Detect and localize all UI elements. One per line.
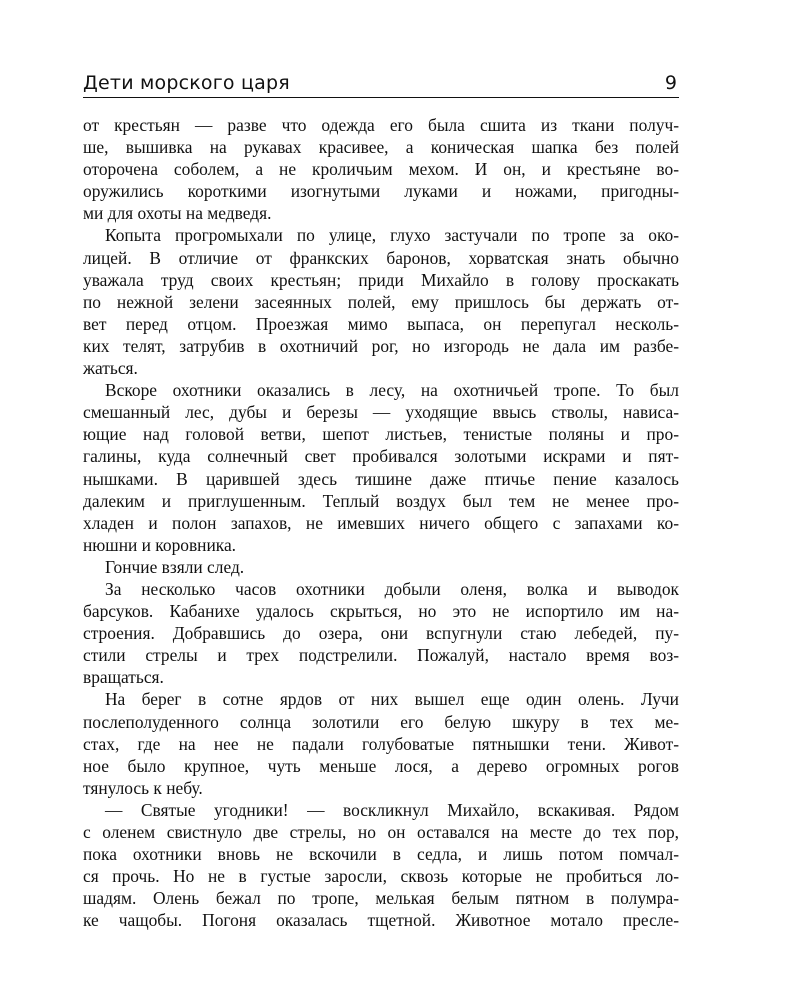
paragraph	[83, 799, 679, 932]
paragraph	[83, 379, 679, 556]
paragraph	[83, 224, 679, 379]
page-number: 9	[664, 72, 677, 94]
text-line: хладен и полон запахов, не имевших ничего общего с запахами ко-	[83, 512, 679, 533]
text-line: стах, где на нее не падали голубоватые пятнышки тени. Живот-	[83, 733, 679, 754]
text-line: шадям. Олень бежал по тропе, мелькая белым пятном в полумра-	[83, 888, 679, 909]
text-line: ющие над головой ветви, шепот листьев, тенистые поляны и про-	[83, 424, 679, 445]
text-line: вет перед отцом. Проезжая мимо выпаса, он перепугал несколь-	[83, 313, 679, 334]
text-line: Копыта прогромыхали по улице, глухо застучали по тропе за око-	[105, 225, 679, 246]
text-line: послеполуденного солнца золотили его белую шкуру в тех ме-	[83, 711, 679, 732]
text-line: оторочена соболем, а не кроличьим мехом. И он, и крестьяне во-	[83, 159, 679, 180]
page-header	[83, 66, 679, 98]
text-line: оружились короткими изогнутыми луками и ножами, пригодны-	[83, 181, 679, 202]
text-line: галины, куда солнечный свет пробивался золотыми искрами и пят-	[83, 446, 679, 467]
paragraph	[83, 688, 679, 798]
text-line: смешанный лес, дубы и березы — уходящие ввысь стволы, нависа-	[83, 402, 679, 423]
text-line: стили стрелы и трех подстрелили. Пожалуй, настало время воз-	[83, 645, 679, 666]
book-page	[83, 66, 679, 931]
text-line: ких телят, затрубив в охотничий рог, но изгородь не дала им разбе-	[83, 335, 679, 356]
text-line: нюшни и коровника.	[83, 534, 237, 555]
text-line: ми для охоты на медведя.	[83, 203, 272, 224]
text-line: строения. Добравшись до озера, они вспугнули стаю лебедей, пу-	[83, 623, 679, 644]
text-line: ше, вышивка на рукавах красивее, а коническая шапка без полей	[83, 137, 679, 158]
text-line: Гончие взяли след.	[105, 556, 245, 577]
body-text	[83, 114, 679, 931]
text-line: лицей. В отличие от франкских баронов, хорватская знать обычно	[83, 247, 679, 268]
text-line: пока охотники вновь не вскочили в седла, и лишь потом помчал-	[83, 844, 679, 865]
text-line: уважала труд своих крестьян; приди Михайло в голову проскакать	[83, 269, 679, 290]
text-line: вращаться.	[83, 667, 164, 688]
paragraph	[83, 556, 679, 578]
paragraph	[83, 578, 679, 688]
paragraph	[83, 114, 679, 224]
text-line: — Святые угодники! — воскликнул Михайло, вскакивая. Рядом	[105, 799, 679, 820]
text-line: от крестьян — разве что одежда его была сшита из ткани получ-	[83, 115, 679, 135]
text-line: с оленем свистнуло две стрелы, но он оставался на месте до тех пор,	[83, 822, 679, 842]
text-line: На берег в сотне ярдов от них вышел еще один олень. Лучи	[105, 689, 679, 710]
text-line: нышками. В царившей здесь тишине даже птичье пение казалось	[83, 468, 679, 489]
text-line: по нежной зелени засеянных полей, ему пришлось бы держать от-	[83, 291, 679, 312]
text-line: тянулось к небу.	[83, 777, 203, 798]
text-line: За несколько часов охотники добыли оленя, волка и выводок	[105, 578, 679, 599]
text-line: жаться.	[83, 358, 138, 379]
text-line: барсуков. Кабанихе удалось скрыться, но это не испортило им на-	[83, 601, 679, 622]
text-line: далеким и приглушенным. Теплый воздух был тем не менее про-	[83, 490, 679, 511]
running-title: Дети морского царя	[83, 72, 290, 94]
text-line: ное было крупное, чуть меньше лося, а дерево огромных рогов	[83, 755, 679, 776]
text-line: ся прочь. Но не в густые заросли, сквозь которые не пробиться ло-	[83, 866, 679, 887]
text-line: ке чащобы. Погоня оказалась тщетной. Животное мотало пресле-	[83, 910, 679, 931]
text-line: Вскоре охотники оказались в лесу, на охотничьей тропе. То был	[105, 380, 679, 401]
